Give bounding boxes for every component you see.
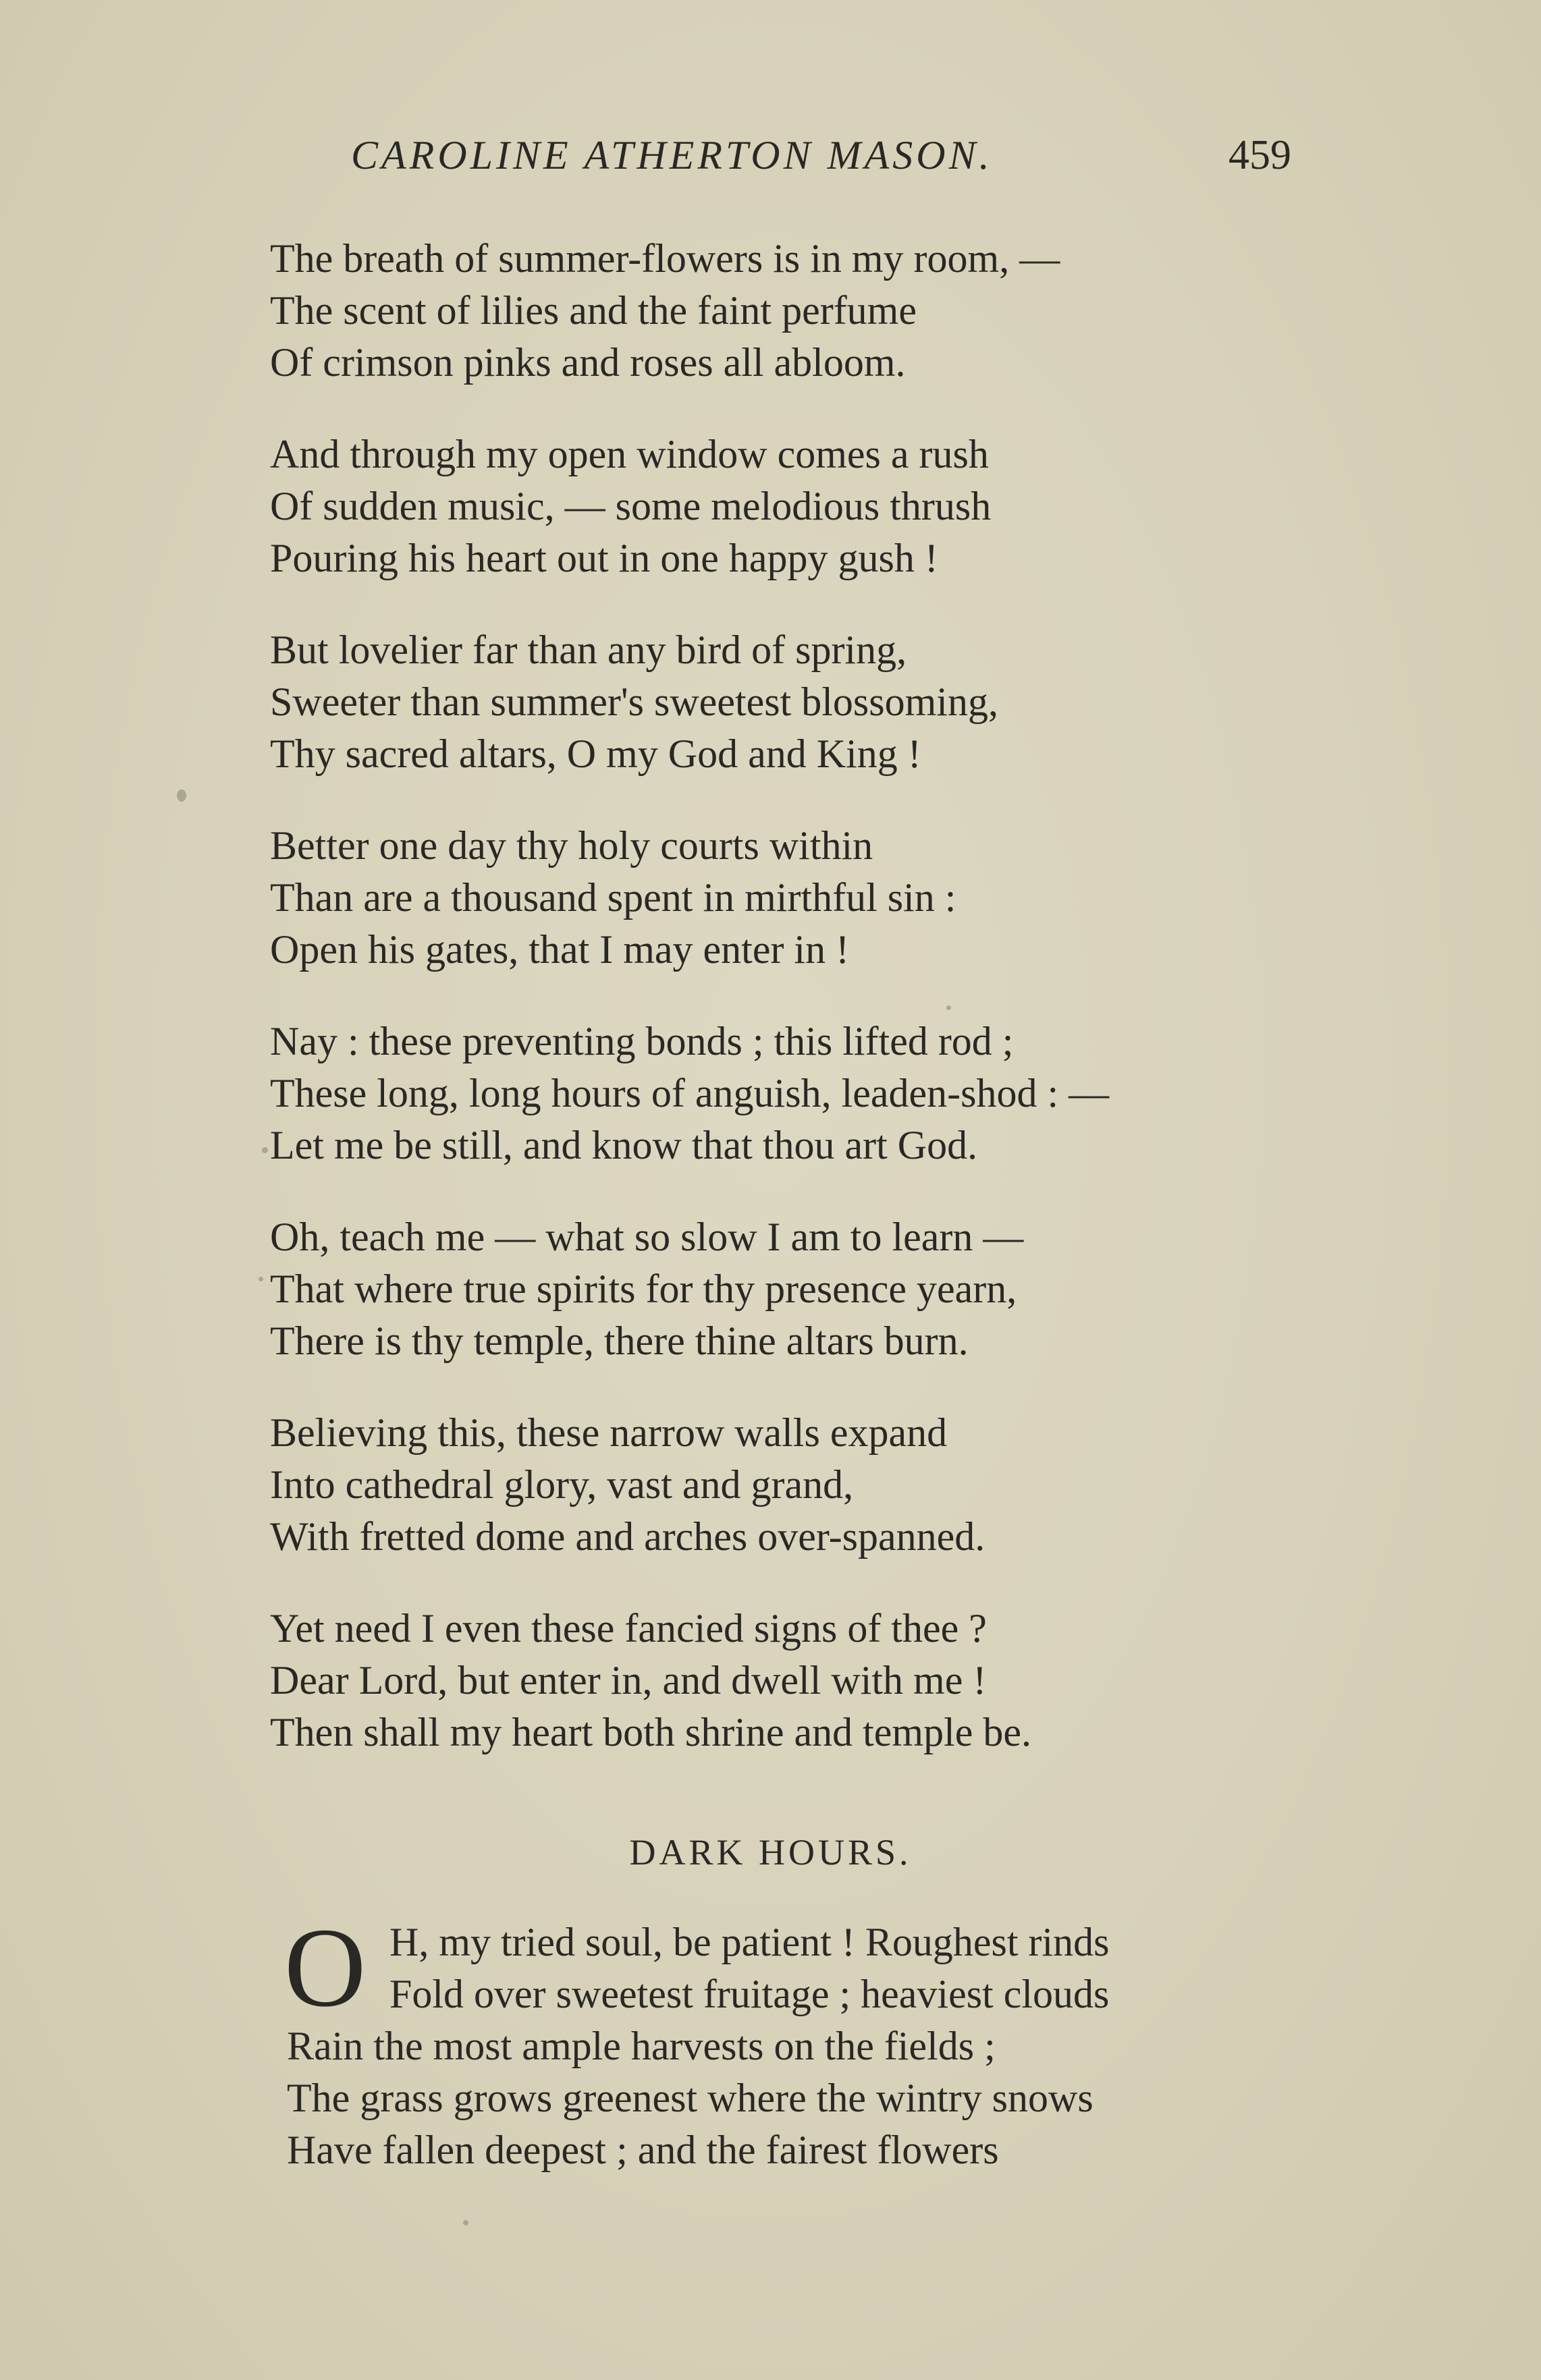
poem-line: The breath of summer-flowers is in my room, — [270,236,1060,281]
first-line-text: H, my tried soul, be patient ! Roughest rinds [389,1920,1110,1964]
section-title: DARK HOURS. [629,1832,912,1873]
stanza [270,1407,1323,1563]
poem-line: Yet need I even these fancied signs of thee ? [270,1606,987,1651]
poem-line: Of crimson pinks and roses all abloom. [270,340,906,385]
paper-speck [259,1277,263,1281]
poem-line: Dear Lord, but enter in, and dwell with me ! [270,1658,987,1703]
poem-line: Than are a thousand spent in mirthful sin : [270,875,956,920]
poem-line: The grass grows greenest where the wintry snows [287,2076,1093,2120]
poem-line: That where true spirits for thy presence yearn, [270,1267,1017,1311]
poem-line: Into cathedral glory, vast and grand, [270,1462,854,1507]
stanza [270,1211,1323,1367]
poem-line: Believing this, these narrow walls expand [270,1410,948,1455]
poem-line: The scent of lilies and the faint perfume [270,288,917,333]
poem-line: Open his gates, that I may enter in ! [270,927,850,972]
poem-line: Nay : these preventing bonds ; this lifted rod ; [270,1019,1014,1063]
stanza [270,233,1323,389]
poem-line: Rain the most ample harvests on the fields ; [287,2024,996,2068]
paper-speck [463,2220,468,2225]
stanza [270,1603,1323,1759]
poem-line: Of sudden music, — some melodious thrush [270,484,992,528]
poem-line: Thy sacred altars, O my God and King ! [270,731,921,776]
poem-line: Sweeter than summer's sweetest blossoming, [270,680,998,724]
poem-line: And through my open window comes a rush [270,432,989,476]
poem-line: Fold over sweetest fruitage ; heaviest clouds [389,1972,1110,2016]
poem-line: These long, long hours of anguish, leaden-shod : — [270,1071,1110,1115]
poem-line: Pouring his heart out in one happy gush ! [270,536,938,580]
stanza [270,624,1323,780]
stanza [270,820,1323,976]
paper-speck [946,1005,951,1010]
running-head: CAROLINE ATHERTON MASON. [351,133,993,177]
drop-cap: O [284,1905,367,2030]
poem-line: But lovelier far than any bird of spring, [270,628,907,672]
poem-line: Better one day thy holy courts within [270,823,873,868]
paper-speck [177,790,186,802]
poem-line: There is thy temple, there thine altars burn. [270,1319,969,1363]
poem [270,233,1323,1798]
poem-line: Then shall my heart both shrine and temple be. [270,1710,1032,1754]
poem-line: Oh, teach me — what so slow I am to learn — [270,1215,1024,1259]
paper-speck [262,1147,268,1153]
poem-line: Have fallen deepest ; and the fairest flowers [287,2128,999,2172]
poem-line: Let me be still, and know that thou art God. [270,1123,978,1167]
page-number: 459 [1228,132,1291,178]
stanza [270,428,1323,584]
dark-hours-poem [284,1905,1340,2176]
stanza [270,1016,1323,1171]
poem-line: With fretted dome and arches over-spanned. [270,1514,985,1559]
